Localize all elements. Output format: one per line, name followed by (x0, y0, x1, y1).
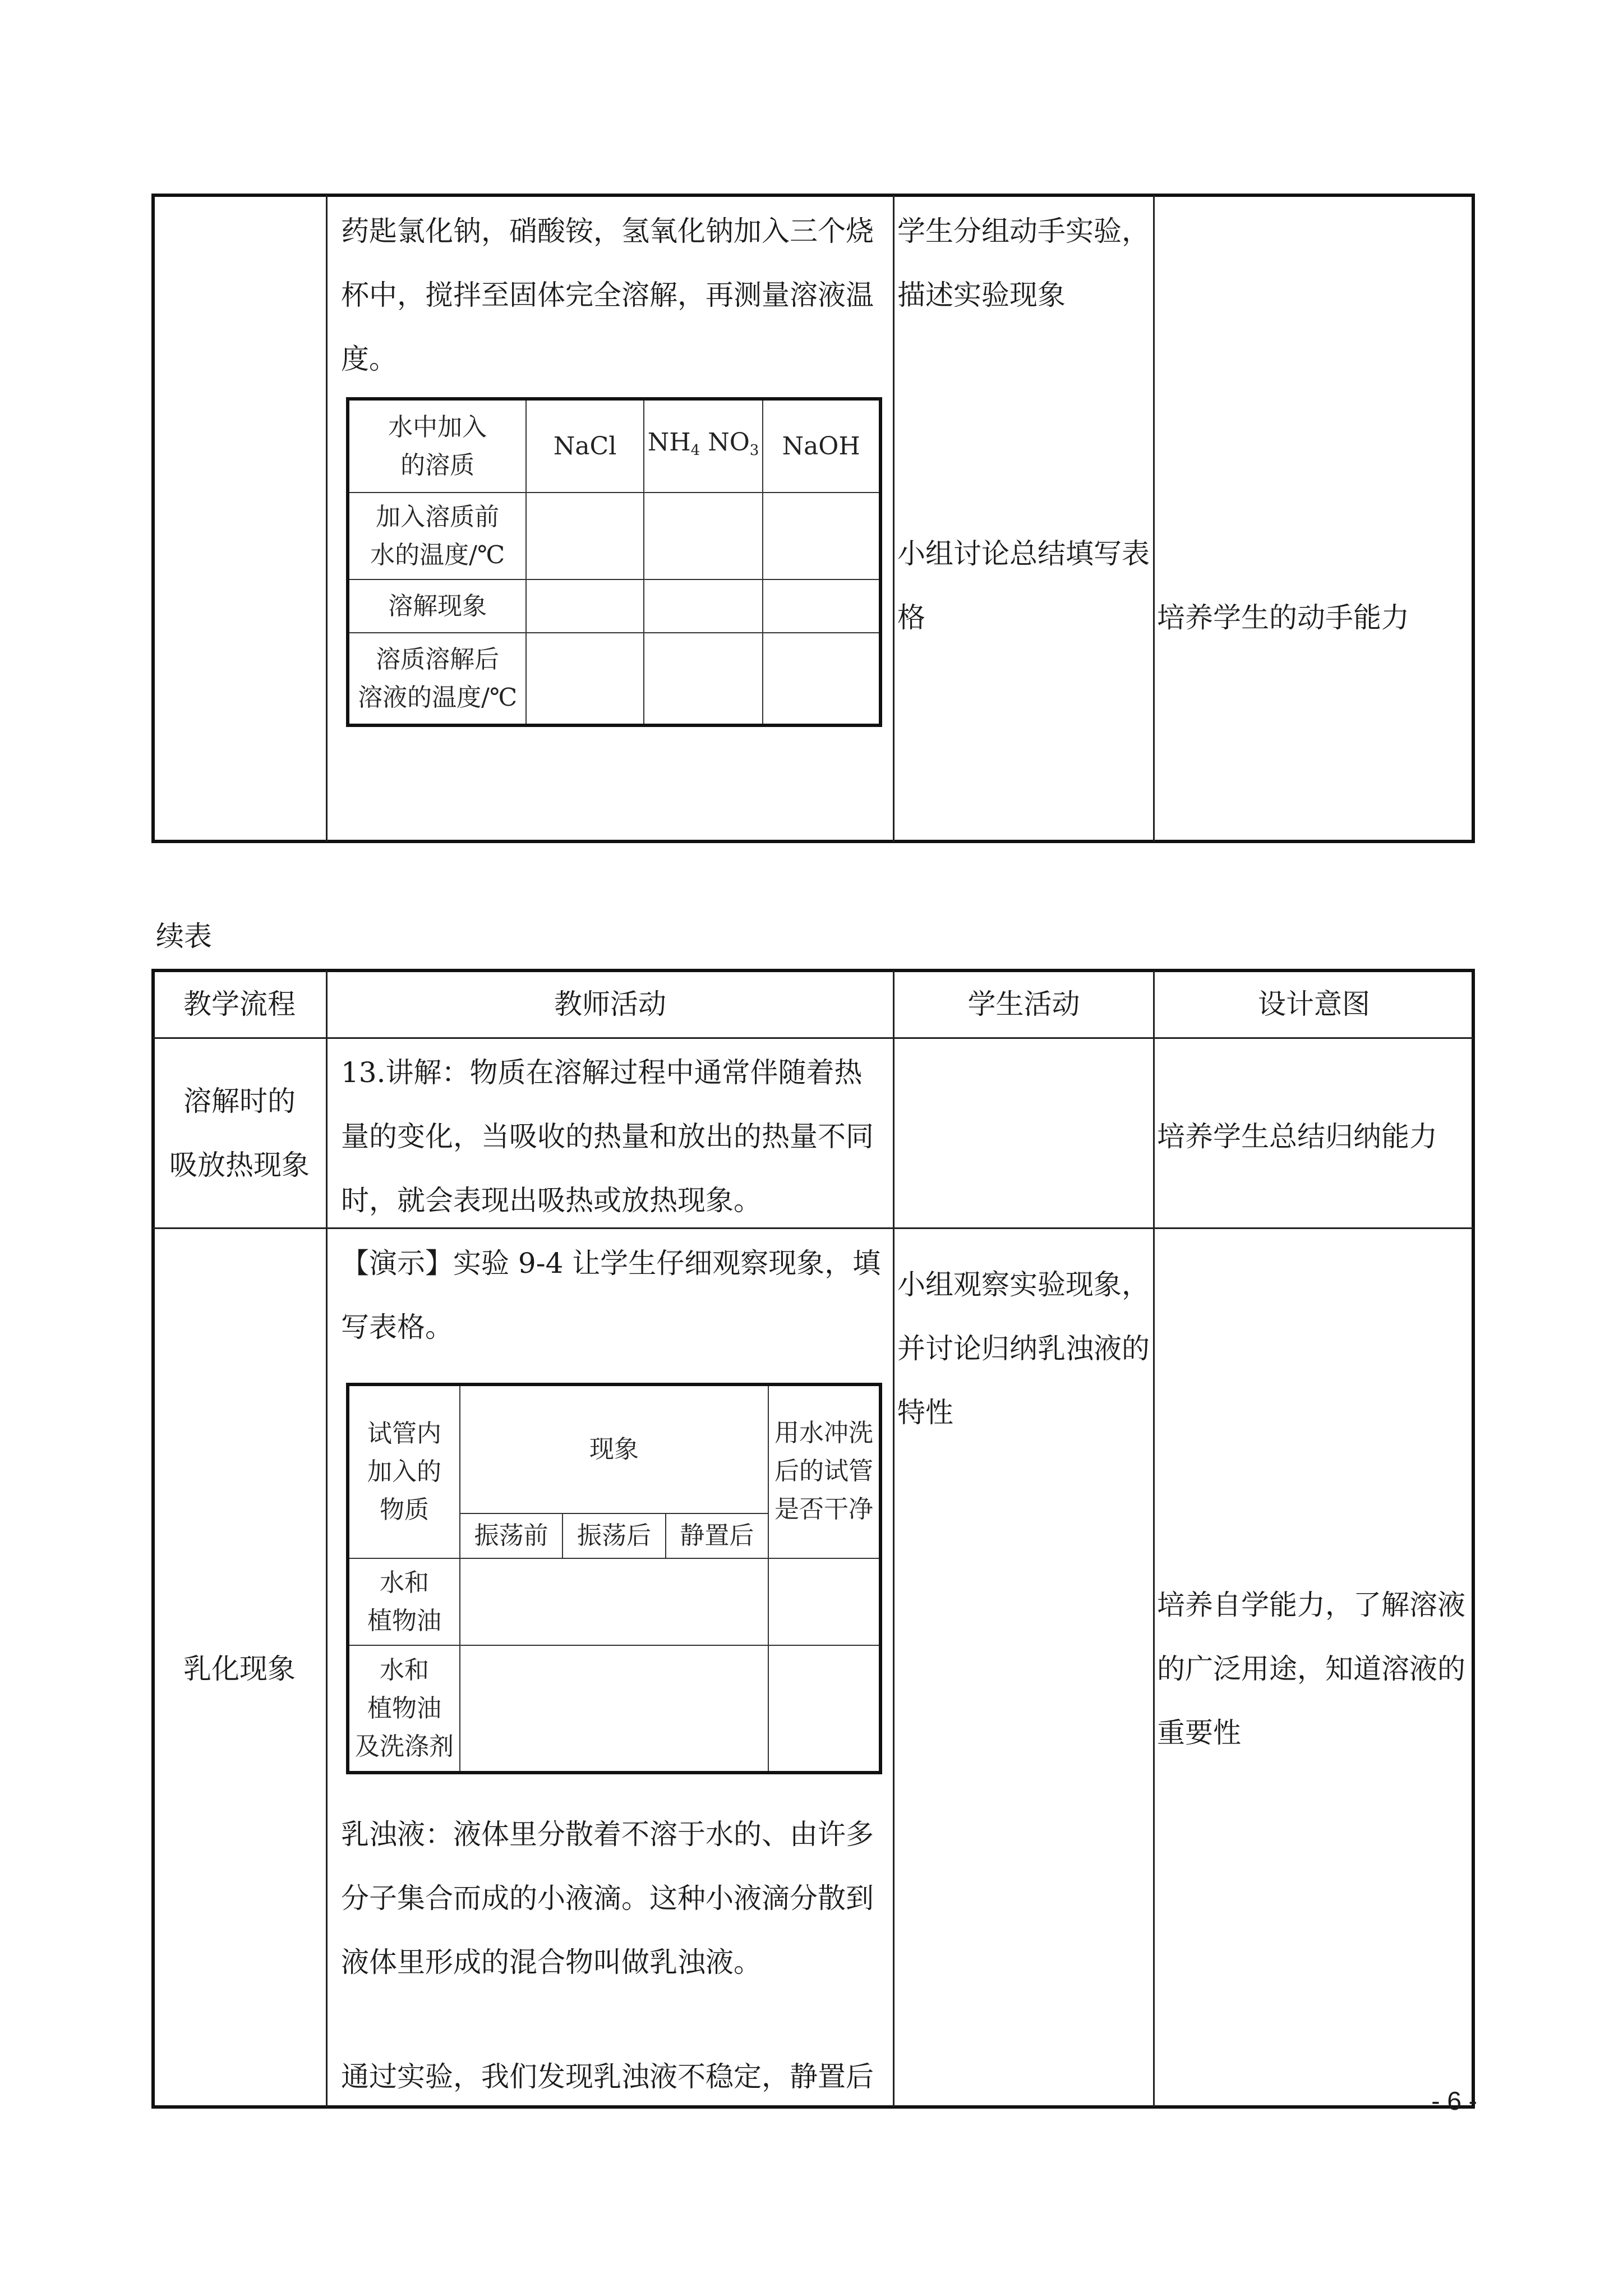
page-number: - 6 - (1431, 2086, 1477, 2115)
emulsion-col1-line-2: 加入的 (367, 1457, 441, 1486)
empty-cell (460, 1645, 768, 1773)
sub-header-after-standing: 静置后 (666, 1513, 768, 1558)
solute-temperature-table (346, 397, 882, 727)
top-student-line-3: 小组讨论总结填写表 (897, 537, 1150, 570)
top-design: 培养学生的动手能力 (1157, 601, 1409, 634)
sub-header-before-shaking: 振荡前 (460, 1513, 562, 1558)
definition-line-2: 分子集合而成的小液滴。这种小液滴分散到 (341, 1882, 874, 1915)
emulsion-row-b-line-3: 及洗涤剂 (355, 1732, 454, 1761)
top-student-line-4: 格 (897, 601, 925, 634)
solute-header-line-2: 的溶质 (400, 450, 475, 480)
header-process: 教学流程 (183, 988, 296, 1020)
row-label-before-line-2: 水的温度/℃ (370, 540, 505, 569)
header-teacher: 教师活动 (554, 988, 666, 1020)
top-student-line-1: 学生分组动手实验， (897, 215, 1150, 247)
emulsion-last-col-line-2: 后的试管 (774, 1457, 873, 1485)
row1-teacher-line-2: 量的变化，当吸收的热量和放出的热量不同 (341, 1120, 874, 1153)
substance-nh4no3 (644, 399, 763, 493)
empty-cell (763, 579, 880, 633)
emulsion-last-col-header (768, 1384, 880, 1558)
emulsion-row-a-line-2: 植物油 (367, 1606, 441, 1635)
row-label-after-line-2: 溶液的温度/℃ (358, 683, 518, 712)
conclusion-line: 通过实验，我们发现乳浊液不稳定，静置后 (341, 2060, 874, 2093)
empty-cell (763, 633, 880, 725)
row2-design-line-3: 重要性 (1157, 1717, 1241, 1749)
empty-cell (768, 1558, 880, 1645)
substance-nh4no3-sub-3: 3 (749, 441, 759, 459)
row2-design-line-2: 的广泛用途，知道溶液的 (1157, 1653, 1465, 1685)
bottom-table-header-rule (153, 1037, 1473, 1039)
definition-line-3: 液体里形成的混合物叫做乳浊液。 (341, 1946, 762, 1978)
solute-header-line-1: 水中加入 (388, 412, 487, 441)
row-label-phenomenon: 溶解现象 (348, 579, 526, 633)
header-student: 学生活动 (967, 988, 1080, 1020)
substance-nh4no3-sub-4: 4 (690, 441, 700, 459)
emulsion-last-col-line-3: 是否干净 (774, 1495, 873, 1524)
continued-label: 续表 (156, 920, 212, 953)
emulsion-row-b-line-1: 水和 (380, 1655, 429, 1685)
top-table-divider-2 (893, 195, 895, 841)
row1-process-line-2: 吸放热现象 (169, 1149, 310, 1181)
emulsion-col1-line-1: 试管内 (367, 1419, 441, 1448)
emulsion-row-b-line-2: 植物油 (367, 1694, 441, 1723)
top-teacher-line-1: 药匙氯化钠，硝酸铵，氢氧化钠加入三个烧 (341, 215, 874, 247)
row-label-after-line-1: 溶质溶解后 (376, 645, 500, 674)
emulsion-row-b-label (348, 1645, 460, 1773)
row2-design-line-1: 培养自学能力，了解溶液 (1157, 1589, 1465, 1621)
empty-cell (460, 1558, 768, 1645)
empty-cell (644, 633, 763, 725)
substance-nh4no3-nh: NH (647, 427, 691, 457)
bottom-table-divider-2 (893, 970, 895, 2107)
emulsion-col1-header (348, 1384, 460, 1558)
solute-header-cell (348, 399, 526, 493)
substance-nh4no3-no: NO (708, 427, 750, 457)
header-design: 设计意图 (1258, 988, 1370, 1020)
sub-header-after-shaking: 振荡后 (562, 1513, 665, 1558)
row2-student-line-1: 小组观察实验现象， (897, 1268, 1150, 1301)
emulsion-table (346, 1383, 882, 1774)
row1-process-line-1: 溶解时的 (183, 1085, 296, 1117)
top-table-divider-1 (326, 195, 328, 841)
empty-cell (526, 579, 643, 633)
top-teacher-line-3: 度。 (341, 343, 397, 375)
row2-teacher-intro-line-1: 【演示】实验 9-4 让学生仔细观察现象，填 (341, 1247, 881, 1280)
bottom-table-divider-1 (326, 970, 328, 2107)
row1-teacher-line-1: 13.讲解：物质在溶解过程中通常伴随着热 (341, 1056, 863, 1089)
substance-naoh: NaOH (763, 399, 880, 493)
row2-student-line-3: 特性 (897, 1396, 953, 1429)
row-label-before-line-1: 加入溶质前 (376, 502, 500, 531)
empty-cell (644, 493, 763, 579)
row1-design: 培养学生总结归纳能力 (1157, 1120, 1437, 1153)
row2-student-line-2: 并讨论归纳乳浊液的 (897, 1332, 1150, 1365)
empty-cell (644, 579, 763, 633)
row1-teacher-line-3: 时，就会表现出吸热或放热现象。 (341, 1184, 762, 1217)
top-table-divider-3 (1153, 195, 1155, 841)
emulsion-row-a-line-1: 水和 (380, 1568, 429, 1597)
emulsion-col1-line-3: 物质 (380, 1496, 429, 1524)
top-student-line-2: 描述实验现象 (897, 279, 1066, 311)
row-label-after (348, 633, 526, 725)
emulsion-row-a-label (348, 1558, 460, 1645)
row-label-before (348, 493, 526, 579)
substance-nacl: NaCl (526, 399, 643, 493)
empty-cell (763, 493, 880, 579)
bottom-table-divider-3 (1153, 970, 1155, 2107)
row2-process: 乳化现象 (183, 1653, 296, 1685)
top-teacher-line-2: 杯中，搅拌至固体完全溶解，再测量溶液温 (341, 279, 874, 311)
emulsion-phenomenon-header: 现象 (460, 1384, 768, 1513)
row2-teacher-intro-line-2: 写表格。 (341, 1311, 453, 1343)
definition-line-1: 乳浊液：液体里分散着不溶于水的、由许多 (341, 1818, 874, 1851)
empty-cell (526, 633, 643, 725)
empty-cell (768, 1645, 880, 1773)
empty-cell (526, 493, 643, 579)
emulsion-last-col-line-1: 用水冲洗 (774, 1419, 873, 1447)
